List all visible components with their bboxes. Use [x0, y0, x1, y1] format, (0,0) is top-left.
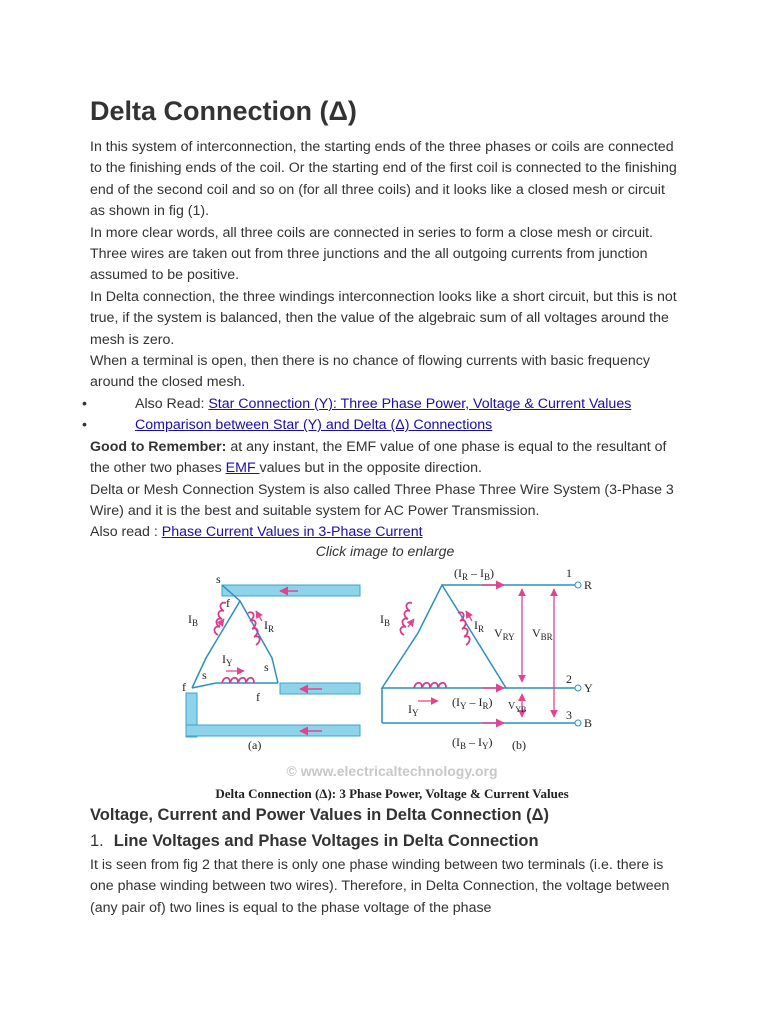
- also-read-prefix: Also read :: [90, 524, 162, 541]
- svg-text:2: 2: [566, 672, 572, 686]
- sub-heading-text: Line Voltages and Phase Voltages in Delta Connection: [113, 832, 539, 850]
- good-to-remember-label: Good to Remember:: [90, 438, 227, 455]
- good-to-remember-text-end: values but in the opposite direction.: [259, 460, 482, 477]
- list-item: [90, 415, 680, 436]
- svg-text:s: s: [264, 660, 269, 674]
- link-star-vs-delta[interactable]: Comparison between Star (Y) and Delta (Δ) Connections: [135, 417, 493, 434]
- svg-text:Y: Y: [584, 681, 593, 695]
- svg-text:IR: $I_R$: [474, 618, 485, 634]
- svg-text:IY: $I_Y$: [222, 652, 233, 668]
- svg-text:3: 3: [566, 708, 572, 722]
- delta-connection-figure[interactable]: [182, 563, 602, 791]
- svg-text:B: B: [584, 716, 593, 730]
- link-phase-current[interactable]: Phase Current Values in 3-Phase Current: [161, 524, 423, 541]
- paragraph: In more clear words, all three coils are connected in series to form a close mesh or circuit. Three wires are taken out from three junctions and the all outgoing currents from junction assumed to be positive.: [90, 224, 653, 284]
- intro-text: [90, 137, 680, 544]
- paragraph: Delta or Mesh Connection System is also called Three Phase Three Wire System (3-Phase 3 Wire) and it is the best and suitable system for AC Power Transmission.: [90, 481, 674, 519]
- svg-text:R: R: [584, 578, 593, 592]
- paragraph: In this system of interconnection, the starting ends of the three phases or coils are connected to the finishing ends of the coil. Or the starting end of the first coil is connected to the finishing end of the second coil and so on (for all three coils) and it looks like a closed mesh or circuit as shown in fig (1).: [90, 139, 677, 220]
- svg-text:IB: $I_B$: [380, 612, 391, 628]
- figure-label-a: (a): [248, 738, 262, 752]
- svg-text:1: 1: [566, 566, 572, 580]
- good-to-remember: [90, 437, 680, 480]
- diagram-b: [380, 566, 593, 752]
- page-title: Delta Connection (Δ): [90, 96, 357, 126]
- paragraph: It is seen from fig 2 that there is only one phase winding between two terminals (i.e. there is one phase winding between two wires). Therefore, in Delta Connection, the voltage between (any pair of) two lines is equal to the phase voltage of the phase: [90, 857, 670, 916]
- svg-text:s: s: [202, 668, 207, 682]
- sub-heading-number: 1.: [90, 832, 104, 850]
- svg-text:f: f: [182, 680, 186, 694]
- watermark: © www.electricaltechnology.org: [286, 763, 498, 779]
- busbar-b: [186, 725, 360, 736]
- svg-text:IR: $I_R$: [264, 618, 275, 634]
- click-to-enlarge-caption[interactable]: Click image to enlarge: [315, 543, 455, 559]
- sub-heading: [90, 832, 539, 851]
- svg-text:VYB: $V_{YB}$: [508, 701, 527, 714]
- coil-b-a: [214, 603, 226, 635]
- also-read-prefix: Also Read:: [135, 395, 209, 412]
- paragraph: When a terminal is open, then there is no chance of flowing currents with basic frequency around the closed mesh.: [90, 353, 650, 391]
- link-star-connection[interactable]: Star Connection (Y): Three Phase Power, Voltage & Current Values: [208, 395, 632, 412]
- diagram-a: [182, 572, 360, 752]
- link-emf[interactable]: EMF: [225, 460, 260, 477]
- section-text: [90, 855, 680, 919]
- figure-caption: Delta Connection (Δ): 3 Phase Power, Voltage & Current Values: [215, 786, 569, 801]
- svg-text:(IR – IB): $(I_R - I_B)$: [454, 566, 495, 582]
- svg-text:s: s: [216, 572, 221, 586]
- delta-diagram-svg: [182, 563, 602, 791]
- coil-y-a: [222, 678, 254, 683]
- paragraph: In Delta connection, the three windings interconnection looks like a short circuit, but this is not true, if the system is balanced, then the value of the algebraic sum of all voltages around the mesh is zero.: [90, 288, 677, 348]
- good-to-remember-text: at any instant, the EMF value of one phase is equal to the resultant of the other two phases: [90, 438, 667, 477]
- svg-text:(IB – IY): $(I_B - I_Y)$: [452, 735, 493, 751]
- svg-text:IY: $I_Y$: [408, 702, 419, 718]
- svg-text:f: f: [256, 690, 260, 704]
- list-item: [90, 394, 680, 415]
- svg-text:IB: $I_B$: [188, 612, 199, 628]
- svg-text:VRY: $V_{RY}$: [494, 626, 515, 642]
- svg-text:VBR: $V_{BR}$: [532, 626, 553, 642]
- figure-label-b: (b): [512, 738, 526, 752]
- section-heading: Voltage, Current and Power Values in Delta Connection (Δ): [90, 806, 549, 824]
- also-read-2: [90, 522, 680, 543]
- svg-text:f: f: [226, 596, 230, 610]
- svg-text:(IY – IR): $(I_Y - I_R)$: [452, 695, 493, 711]
- also-read-list: [90, 394, 680, 437]
